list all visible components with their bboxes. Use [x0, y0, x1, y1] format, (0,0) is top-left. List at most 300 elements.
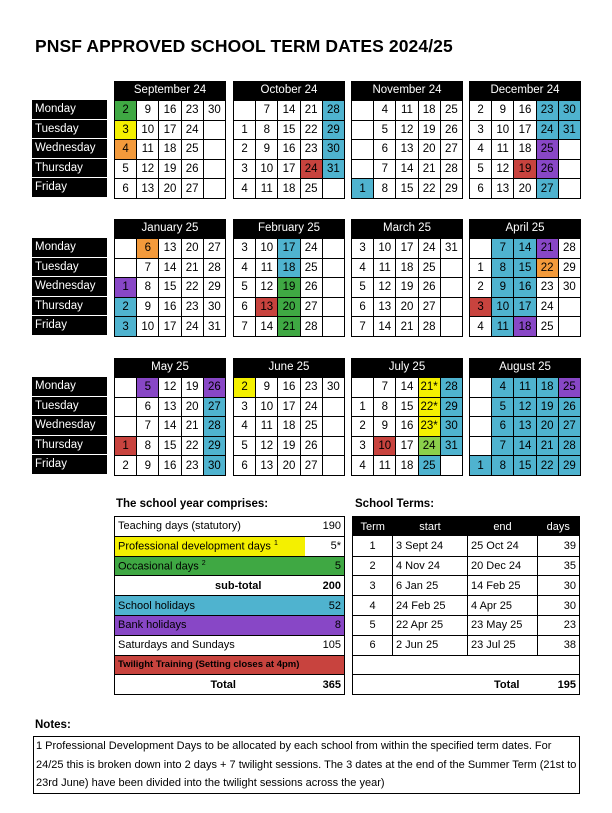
weekday-row	[234, 159, 345, 179]
month-calendar	[351, 358, 463, 476]
date-cell: 21	[536, 436, 558, 456]
date-cell: 17	[278, 239, 300, 259]
date-cell: 7	[374, 378, 396, 398]
notes-text: 1 Professional Development Days to be allocated by each school from within the specified term dates. For 24/25 this is broken down into 2 days + 7 twilight sessions. The 3 dates at the end of the Summer Term (21st to 23rd June) have been divided into the twilight sessions across the year)	[33, 736, 580, 794]
month-calendar	[469, 81, 581, 199]
date-cell: 13	[256, 297, 278, 317]
term-cell-n: 6	[353, 635, 393, 655]
date-cell: 31	[440, 436, 462, 456]
date-cell: 7	[234, 317, 256, 337]
weekday-row	[234, 456, 345, 476]
month-days-table	[114, 100, 226, 199]
col-term: Term	[353, 517, 393, 537]
date-cell: 29	[322, 120, 344, 140]
date-cell: 23	[300, 140, 322, 160]
twilight-row	[115, 655, 345, 675]
date-cell: 23*	[418, 417, 440, 437]
date-cell: 6	[234, 297, 256, 317]
term-cell-s: 2 Jun 25	[393, 635, 468, 655]
month-name: February 25	[233, 219, 345, 238]
date-cell	[322, 436, 344, 456]
terms-total-label: Total	[494, 678, 520, 691]
weekday-row	[115, 317, 226, 337]
date-cell: 28	[203, 258, 225, 278]
date-cell: 10	[374, 239, 396, 259]
terms-total-row	[353, 675, 580, 695]
date-cell: 8	[256, 120, 278, 140]
date-cell: 1	[234, 120, 256, 140]
date-cell: 24	[181, 317, 203, 337]
weekday-row	[352, 297, 463, 317]
date-cell: 27	[536, 179, 558, 199]
day-label: Friday	[32, 178, 107, 198]
date-cell	[115, 417, 137, 437]
date-cell: 3	[234, 397, 256, 417]
holidays-value: 52	[305, 596, 345, 616]
weekday-row	[234, 417, 345, 437]
date-cell: 11	[374, 258, 396, 278]
date-cell: 25	[440, 101, 462, 121]
date-cell: 11	[137, 140, 159, 160]
pd-label: Professional development days $^1$	[115, 536, 305, 556]
date-cell: 20	[181, 239, 203, 259]
date-cell: 14	[514, 436, 536, 456]
date-cell: 18	[514, 140, 536, 160]
date-cell: 9	[256, 378, 278, 398]
term-cell-s: 22 Apr 25	[393, 615, 468, 635]
date-cell: 25	[300, 258, 322, 278]
weekday-row	[234, 120, 345, 140]
date-cell: 18	[396, 258, 418, 278]
date-cell: 26	[300, 278, 322, 298]
date-cell: 29	[558, 456, 580, 476]
date-cell: 20	[278, 456, 300, 476]
date-cell: 7	[256, 101, 278, 121]
date-cell: 25	[418, 456, 440, 476]
term-cell-d: 30	[538, 576, 580, 596]
date-cell: 7	[137, 417, 159, 437]
date-cell: 2	[234, 140, 256, 160]
teaching-row	[115, 517, 345, 537]
term-cell-d: 38	[538, 635, 580, 655]
day-label: Friday	[32, 316, 107, 336]
weekday-row	[115, 239, 226, 259]
date-cell: 20	[278, 297, 300, 317]
date-cell	[558, 297, 580, 317]
date-cell: 17	[278, 159, 300, 179]
date-cell: 26	[418, 278, 440, 298]
date-cell: 11	[256, 417, 278, 437]
date-cell: 21	[181, 258, 203, 278]
date-cell: 26	[440, 120, 462, 140]
date-cell: 9	[492, 101, 514, 121]
weekday-row	[115, 436, 226, 456]
date-cell: 14	[278, 101, 300, 121]
month-days-table	[233, 238, 345, 337]
weekday-row	[115, 417, 226, 437]
date-cell: 11	[492, 140, 514, 160]
term-row	[353, 576, 580, 596]
date-cell: 19	[396, 278, 418, 298]
date-cell	[322, 456, 344, 476]
date-cell: 10	[256, 239, 278, 259]
terms-blank-row	[353, 655, 580, 675]
date-cell: 2	[115, 297, 137, 317]
date-cell: 26	[536, 159, 558, 179]
date-cell: 20	[181, 397, 203, 417]
weekday-row	[470, 239, 581, 259]
date-cell: 27	[300, 456, 322, 476]
weekday-row	[470, 417, 581, 437]
weekday-row	[352, 378, 463, 398]
weekday-row	[352, 317, 463, 337]
date-cell	[440, 317, 462, 337]
date-cell: 20	[396, 297, 418, 317]
page-title: PNSF APPROVED SCHOOL TERM DATES 2024/25	[35, 36, 453, 56]
date-cell: 21	[181, 417, 203, 437]
comprises-table	[114, 516, 345, 695]
date-cell: 20	[536, 417, 558, 437]
date-cell: 7	[137, 258, 159, 278]
date-cell	[322, 317, 344, 337]
date-cell: 4	[115, 140, 137, 160]
weekday-row	[234, 297, 345, 317]
date-cell: 11	[396, 101, 418, 121]
teaching-label: Teaching days (statutory)	[115, 517, 305, 537]
month-name: July 25	[351, 358, 463, 377]
weekday-row	[352, 278, 463, 298]
date-cell: 2	[470, 278, 492, 298]
date-cell: 27	[440, 140, 462, 160]
subtotal-value: 200	[305, 576, 345, 596]
date-cell	[322, 258, 344, 278]
weekday-row	[115, 159, 226, 179]
weekday-row	[470, 297, 581, 317]
term-cell-n: 3	[353, 576, 393, 596]
date-cell: 5	[470, 159, 492, 179]
date-cell: 8	[492, 456, 514, 476]
date-cell: 19	[159, 159, 181, 179]
date-cell: 25	[300, 179, 322, 199]
weekday-row	[352, 179, 463, 199]
month-days-table	[114, 377, 226, 476]
date-cell	[322, 397, 344, 417]
month-calendar	[233, 358, 345, 476]
weekends-value: 105	[305, 635, 345, 655]
date-cell: 12	[514, 397, 536, 417]
weekday-row	[470, 317, 581, 337]
date-cell: 4	[234, 417, 256, 437]
pd-value: 5*	[305, 536, 345, 556]
date-cell: 19	[536, 397, 558, 417]
date-cell: 26	[558, 397, 580, 417]
date-cell	[352, 378, 374, 398]
term-cell-s: 3 Sept 24	[393, 536, 468, 556]
date-cell: 27	[418, 297, 440, 317]
date-cell: 1	[115, 278, 137, 298]
term-cell-e: 23 May 25	[468, 615, 538, 635]
day-label: Monday	[32, 238, 107, 258]
date-cell: 23	[181, 297, 203, 317]
date-cell	[115, 258, 137, 278]
term-cell-e: 14 Feb 25	[468, 576, 538, 596]
date-cell: 3	[352, 436, 374, 456]
date-cell: 26	[203, 378, 225, 398]
month-calendar	[114, 219, 226, 337]
weekday-row	[234, 436, 345, 456]
weekday-row	[115, 140, 226, 160]
date-cell: 6	[137, 397, 159, 417]
date-cell: 12	[374, 278, 396, 298]
total-row	[115, 675, 345, 695]
date-cell: 10	[256, 159, 278, 179]
date-cell: 28	[440, 378, 462, 398]
date-cell: 16	[514, 278, 536, 298]
date-cell: 25	[536, 317, 558, 337]
date-cell: 7	[492, 239, 514, 259]
date-cell: 16	[159, 456, 181, 476]
date-cell: 6	[234, 456, 256, 476]
date-cell: 15	[514, 258, 536, 278]
weekday-row	[470, 456, 581, 476]
month-calendar	[351, 219, 463, 337]
date-cell: 28	[558, 436, 580, 456]
date-cell: 25	[418, 258, 440, 278]
month-days-table	[469, 238, 581, 337]
date-cell: 7	[492, 436, 514, 456]
date-cell: 12	[159, 378, 181, 398]
day-labels-row-2	[32, 238, 107, 336]
day-label: Thursday	[32, 436, 107, 456]
term-cell-e: 25 Oct 24	[468, 536, 538, 556]
date-cell: 25	[536, 140, 558, 160]
date-cell: 1	[470, 456, 492, 476]
weekday-row	[470, 179, 581, 199]
date-cell: 6	[374, 140, 396, 160]
date-cell: 28	[300, 317, 322, 337]
date-cell: 23	[181, 101, 203, 121]
date-cell: 13	[374, 297, 396, 317]
term-cell-n: 4	[353, 596, 393, 616]
date-cell: 15	[278, 120, 300, 140]
weekends-row	[115, 635, 345, 655]
date-cell: 17	[514, 120, 536, 140]
weekday-row	[470, 378, 581, 398]
date-cell: 11	[514, 378, 536, 398]
date-cell: 23	[536, 101, 558, 121]
date-cell: 22*	[418, 397, 440, 417]
date-cell: 27	[300, 297, 322, 317]
weekday-row	[115, 179, 226, 199]
date-cell: 15	[514, 456, 536, 476]
date-cell: 31	[322, 159, 344, 179]
day-label: Wednesday	[32, 277, 107, 297]
col-days: days	[538, 517, 580, 537]
date-cell: 24	[181, 120, 203, 140]
weekday-row	[234, 239, 345, 259]
weekday-row	[115, 278, 226, 298]
date-cell	[470, 397, 492, 417]
weekday-row	[115, 120, 226, 140]
term-row	[353, 596, 580, 616]
date-cell: 8	[374, 179, 396, 199]
date-cell: 23	[181, 456, 203, 476]
date-cell: 30	[322, 140, 344, 160]
date-cell: 4	[374, 101, 396, 121]
term-cell-s: 4 Nov 24	[393, 556, 468, 576]
date-cell: 15	[396, 179, 418, 199]
month-days-table	[351, 377, 463, 476]
date-cell: 1	[470, 258, 492, 278]
date-cell: 18	[278, 179, 300, 199]
date-cell: 6	[352, 297, 374, 317]
date-cell: 13	[256, 456, 278, 476]
date-cell: 10	[492, 297, 514, 317]
date-cell: 21	[418, 159, 440, 179]
subtotal-row	[115, 576, 345, 596]
date-cell: 2	[115, 101, 137, 121]
weekday-row	[115, 258, 226, 278]
day-label: Tuesday	[32, 120, 107, 140]
date-cell: 20	[159, 179, 181, 199]
date-cell: 14	[159, 258, 181, 278]
date-cell: 23	[536, 278, 558, 298]
date-cell: 9	[492, 278, 514, 298]
date-cell: 15	[159, 278, 181, 298]
date-cell: 13	[159, 239, 181, 259]
month-name: August 25	[469, 358, 581, 377]
date-cell: 4	[492, 378, 514, 398]
date-cell	[203, 159, 225, 179]
month-name: December 24	[469, 81, 581, 100]
date-cell: 24	[300, 239, 322, 259]
month-calendar	[233, 219, 345, 337]
weekday-row	[470, 436, 581, 456]
day-label: Friday	[32, 455, 107, 475]
bank-row	[115, 615, 345, 635]
date-cell: 21	[278, 317, 300, 337]
date-cell	[470, 436, 492, 456]
weekday-row	[234, 278, 345, 298]
date-cell: 14	[514, 239, 536, 259]
term-cell-s: 24 Feb 25	[393, 596, 468, 616]
date-cell: 29	[440, 179, 462, 199]
weekday-row	[234, 101, 345, 121]
month-days-table	[351, 100, 463, 199]
date-cell	[470, 417, 492, 437]
date-cell	[115, 378, 137, 398]
date-cell: 13	[514, 417, 536, 437]
date-cell: 4	[470, 140, 492, 160]
weekday-row	[234, 140, 345, 160]
date-cell: 4	[470, 317, 492, 337]
weekday-row	[352, 101, 463, 121]
weekday-row	[234, 317, 345, 337]
weekday-row	[470, 101, 581, 121]
term-cell-e: 20 Dec 24	[468, 556, 538, 576]
date-cell: 11	[374, 456, 396, 476]
term-cell-e: 4 Apr 25	[468, 596, 538, 616]
date-cell: 26	[300, 436, 322, 456]
date-cell: 27	[203, 397, 225, 417]
date-cell: 22	[536, 258, 558, 278]
date-cell: 13	[159, 397, 181, 417]
date-cell: 18	[418, 101, 440, 121]
date-cell	[234, 101, 256, 121]
date-cell: 18	[278, 417, 300, 437]
date-cell	[352, 101, 374, 121]
month-name: May 25	[114, 358, 226, 377]
month-calendar	[469, 219, 581, 337]
date-cell: 9	[256, 140, 278, 160]
date-cell	[352, 140, 374, 160]
twilight-label: Twilight Training (Setting closes at 4pm)	[115, 655, 345, 675]
term-row	[353, 556, 580, 576]
weekday-row	[470, 140, 581, 160]
month-name: October 24	[233, 81, 345, 100]
day-label: Thursday	[32, 159, 107, 179]
date-cell: 25	[558, 378, 580, 398]
date-cell: 20	[418, 140, 440, 160]
date-cell: 5	[374, 120, 396, 140]
date-cell: 30	[440, 417, 462, 437]
weekday-row	[352, 120, 463, 140]
date-cell: 30	[203, 101, 225, 121]
date-cell: 13	[137, 179, 159, 199]
date-cell: 8	[492, 258, 514, 278]
bank-value: 8	[305, 615, 345, 635]
date-cell: 8	[137, 436, 159, 456]
occasional-label: Occasional days $^2$	[115, 556, 305, 576]
term-cell-n: 1	[353, 536, 393, 556]
date-cell: 29	[558, 258, 580, 278]
weekday-row	[234, 258, 345, 278]
date-cell: 3	[115, 120, 137, 140]
date-cell: 25	[300, 417, 322, 437]
date-cell: 5	[352, 278, 374, 298]
date-cell	[115, 239, 137, 259]
month-days-table	[233, 377, 345, 476]
month-name: April 25	[469, 219, 581, 238]
date-cell: 3	[470, 297, 492, 317]
weekday-row	[470, 120, 581, 140]
date-cell	[558, 159, 580, 179]
weekday-row	[470, 258, 581, 278]
date-cell: 7	[352, 317, 374, 337]
date-cell: 17	[396, 239, 418, 259]
date-cell	[470, 239, 492, 259]
date-cell: 31	[440, 239, 462, 259]
date-cell: 29	[440, 397, 462, 417]
term-cell-d: 30	[538, 596, 580, 616]
col-end: end	[468, 517, 538, 537]
date-cell: 16	[159, 101, 181, 121]
date-cell: 8	[137, 278, 159, 298]
date-cell: 22	[181, 436, 203, 456]
month-name: January 25	[114, 219, 226, 238]
date-cell: 16	[159, 297, 181, 317]
term-row	[353, 536, 580, 556]
month-name: September 24	[114, 81, 226, 100]
date-cell: 21*	[418, 378, 440, 398]
date-cell	[203, 179, 225, 199]
date-cell: 4	[234, 179, 256, 199]
weekday-row	[115, 378, 226, 398]
month-calendar	[114, 358, 226, 476]
date-cell	[322, 179, 344, 199]
date-cell: 10	[492, 120, 514, 140]
term-cell-e: 23 Jul 25	[468, 635, 538, 655]
